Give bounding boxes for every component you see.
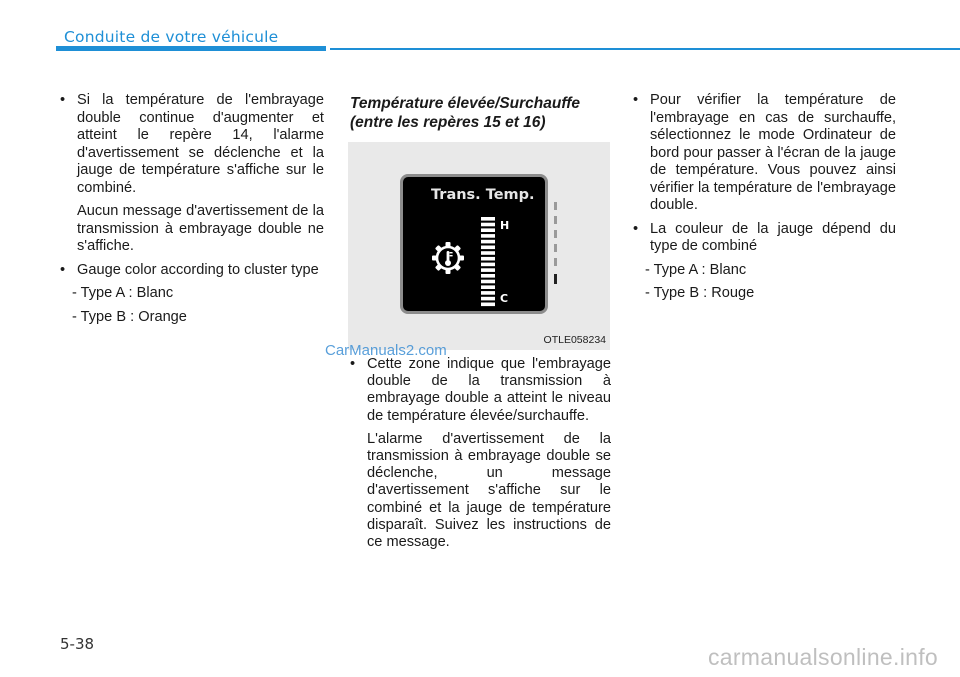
gauge-low-label: C	[500, 292, 509, 305]
bullet-item: • Gauge color according to cluster type	[60, 261, 319, 278]
watermark-carmanuals2: CarManuals2.com	[325, 342, 447, 359]
section-title: Température élevée/Surchauffe (entre les repères 15 et 16)	[350, 95, 581, 131]
dash-item-type-b: - Type B : Orange	[72, 308, 187, 325]
cluster-figure	[348, 142, 610, 350]
temperature-gauge	[473, 217, 495, 309]
column-left	[60, 92, 324, 332]
bullet-dot: •	[350, 356, 356, 372]
bullet-item: • Si la température de l'embrayage double continue d'augmenter et atteint le repère 14, l'alarme d'avertissement se déclenche et la jauge de température s'affiche sur le combiné.	[60, 92, 324, 196]
bullet-dot: •	[633, 92, 639, 108]
header-rule-thick	[56, 46, 326, 51]
dash-item-type-a: - Type A : Blanc	[72, 285, 174, 301]
dash-item-type-b: - Type B : Rouge	[645, 285, 755, 301]
dash-item-type-a: - Type A : Blanc	[645, 261, 747, 278]
figure-code: OTLE058234	[543, 334, 606, 346]
bullet-item: • La couleur de la jauge dépend du type de combiné	[633, 220, 896, 254]
column-right	[633, 92, 896, 309]
header-title: Conduite de votre véhicule	[64, 28, 279, 46]
side-scale-marks	[553, 202, 559, 292]
paragraph: L'alarme d'avertissement de la transmission à embrayage double se déclenche, un message d'avertissement s'affiche sur le combiné et la jauge de température disparaît. Suivez les instructions de ce message.	[367, 430, 611, 551]
bullet-dot: •	[60, 261, 66, 278]
gear-thermometer-icon	[429, 239, 467, 277]
bullet-dot: •	[60, 92, 66, 108]
header-rule-thin	[330, 48, 960, 50]
column-middle-text	[350, 356, 611, 557]
bullet-item: • Cette zone indique que l'embrayage double de la transmission à embrayage double a atteint le niveau de température élevée/surchauffe.	[350, 356, 611, 424]
page-number: 5-38	[60, 635, 95, 653]
paragraph: Aucun message d'avertissement de la transmission à embrayage double ne s'affiche.	[77, 203, 324, 254]
screen-title: Trans. Temp.	[431, 187, 535, 203]
gauge-high-label: H	[500, 219, 510, 232]
watermark-carmanualsonline: carmanualsonline.info	[707, 644, 938, 670]
bullet-dot: •	[633, 220, 639, 237]
cluster-screen	[400, 174, 548, 314]
bullet-item: • Pour vérifier la température de l'embrayage en cas de surchauffe, sélectionnez le mode Ordinateur de bord pour passer à l'écran de la jauge de température. Vous pouvez ainsi vérifier la température de l'embrayage double.	[633, 92, 896, 213]
